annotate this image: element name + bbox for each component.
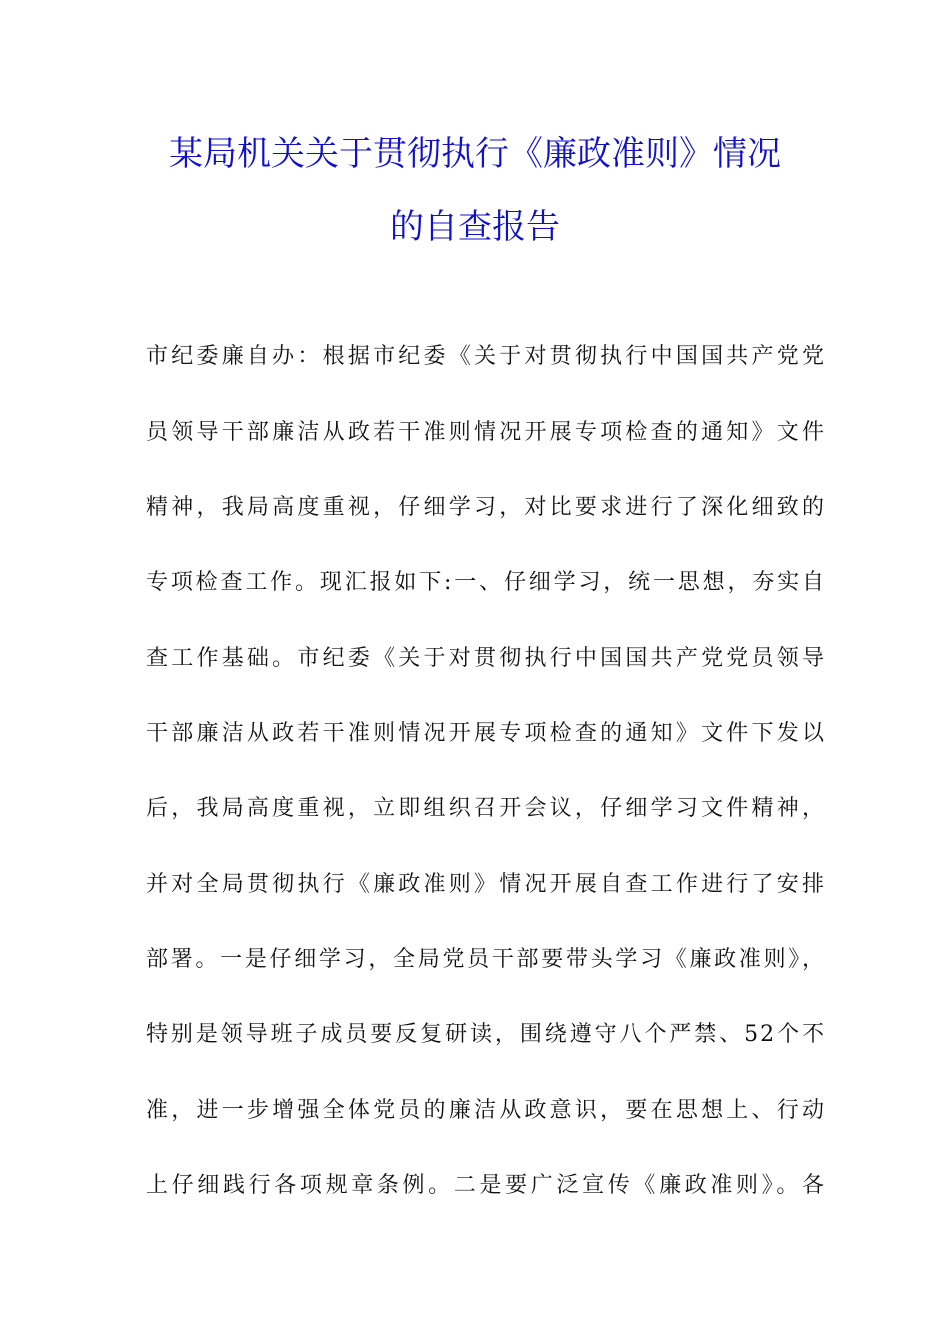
- body-text-line: 员领导干部廉洁从政若干准则情况开展专项检查的通知》文件: [146, 420, 826, 445]
- document-title-line-1: 某局机关关于贯彻执行《廉政准则》情况: [169, 134, 781, 174]
- body-text-line: 准，进一步增强全体党员的廉洁从政意识，要在思想上、行动: [146, 1098, 826, 1123]
- body-text-line: 干部廉洁从政若干准则情况开展专项检查的通知》文件下发以: [146, 721, 826, 746]
- body-text-line: 市纪委廉自办：根据市纪委《关于对贯彻执行中国国共产党党: [146, 344, 826, 369]
- body-text-line: 特别是领导班子成员要反复研读，围绕遵守八个严禁、52个不: [146, 1022, 826, 1047]
- body-text-line: 精神，我局高度重视，仔细学习，对比要求进行了深化细致的: [146, 495, 826, 520]
- body-text-line: 上仔细践行各项规章条例。二是要广泛宣传《廉政准则》。各: [146, 1173, 826, 1198]
- body-text-line: 后，我局高度重视，立即组织召开会议，仔细学习文件精神，: [146, 796, 826, 821]
- body-text-line: 专项检查工作。现汇报如下:一、仔细学习，统一思想，夯实自: [146, 570, 826, 595]
- body-text-line: 部署。一是仔细学习，全局党员干部要带头学习《廉政准则》，: [146, 947, 826, 972]
- document-title-line-2: 的自查报告: [390, 207, 560, 247]
- body-text-line: 查工作基础。市纪委《关于对贯彻执行中国国共产党党员领导: [146, 646, 826, 671]
- body-text-line: 并对全局贯彻执行《廉政准则》情况开展自查工作进行了安排: [146, 872, 826, 897]
